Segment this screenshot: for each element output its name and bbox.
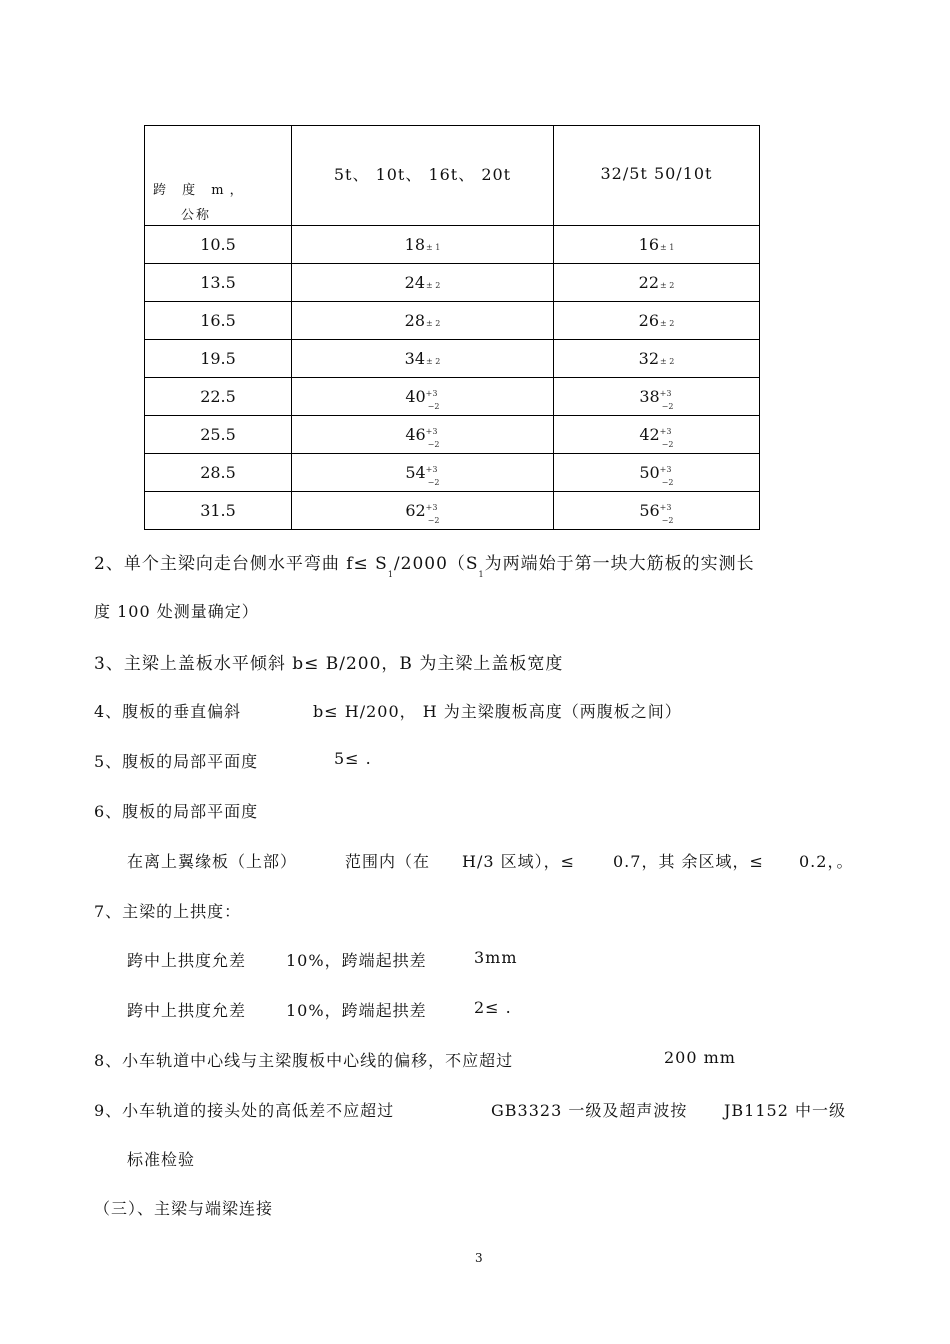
span-cell: 22.5 [145,378,292,416]
span-cell: 16.5 [145,302,292,340]
item-6-a: 在离上翼缘板（上部） [127,852,298,871]
tolerance: ± 2 [426,357,441,366]
tolerance: +3 −2 [659,503,674,525]
item-7: 7、主梁的上拱度： [94,902,242,921]
camber-cell-light: 54 +3 −2 [292,454,554,492]
item-5-value: 5≤ . [334,749,372,768]
table-row [145,416,760,454]
span-cell: 25.5 [145,416,292,454]
item-5-label: 5、腹板的局部平面度 [94,752,259,771]
item-3: 3、主梁上盖板水平倾斜 b≤ B/200，B 为主梁上盖板宽度 [94,654,564,674]
camber-cell-light: 18± 1 [292,226,554,264]
camber-cell-light: 28± 2 [292,302,554,340]
header-cell-heavy: 32/5t 50/10t [554,126,760,226]
item-9-d: 标准检验 [127,1150,196,1169]
item-4-label: 4、腹板的垂直偏斜 [94,702,242,721]
table-body [145,226,760,530]
span-cell: 28.5 [145,454,292,492]
table-row [145,454,760,492]
tolerance: ± 1 [426,243,441,252]
camber-cell-light: 40 +3 −2 [292,378,554,416]
table-row [145,340,760,378]
span-cell: 10.5 [145,226,292,264]
item-4-formula: b≤ H/200， H 为主梁腹板高度（两腹板之间） [313,702,682,721]
table-row [145,302,760,340]
camber-cell-light: 34± 2 [292,340,554,378]
item-6-e: 0.2，。 [799,852,854,871]
item-7-b: 10%，跨端起拱差 [286,951,427,970]
span-cell: 19.5 [145,340,292,378]
item-9-b: GB3323 一级及超声波按 [491,1101,688,1120]
camber-cell-heavy: 32± 2 [554,340,760,378]
table-row [145,264,760,302]
item-6-b: 范围内（在 [345,852,431,871]
header-span-label-2: 公称 [181,208,212,223]
camber-cell-light: 46 +3 −2 [292,416,554,454]
tolerance: +3 −2 [425,427,440,449]
tolerance: +3 −2 [659,465,674,487]
header-cell-span [145,126,292,226]
item-8: 8、小车轨道中心线与主梁腹板中心线的偏移，不应超过 [94,1051,514,1070]
item-8-value: 200 mm [664,1048,736,1067]
tolerance: ± 1 [660,243,675,252]
tolerance: ± 2 [660,281,675,290]
span-cell: 31.5 [145,492,292,530]
camber-cell-heavy: 26± 2 [554,302,760,340]
item-6: 6、腹板的局部平面度 [94,802,259,821]
item-6-d: 0.7，其 余区域，≤ [613,852,764,871]
item-9-c: JB1152 中一级 [724,1101,846,1120]
item-7-c: 3mm [474,948,518,967]
tolerance: ± 2 [426,281,441,290]
camber-spec-table [144,125,760,530]
camber-cell-heavy: 50 +3 −2 [554,454,760,492]
item-7-e: 10%，跨端起拱差 [286,1001,427,1020]
camber-cell-heavy: 56 +3 −2 [554,492,760,530]
camber-cell-heavy: 38 +3 −2 [554,378,760,416]
camber-cell-heavy: 16± 1 [554,226,760,264]
item-7-d: 跨中上拱度允差 [127,1001,247,1020]
item-7-f: 2≤ . [474,998,512,1017]
item-9: 9、小车轨道的接头处的高低差不应超过 [94,1101,395,1120]
span-cell: 13.5 [145,264,292,302]
item-7-a: 跨中上拱度允差 [127,951,247,970]
tolerance: +3 −2 [659,389,674,411]
camber-cell-light: 62 +3 −2 [292,492,554,530]
camber-cell-heavy: 42 +3 −2 [554,416,760,454]
item-2: 2、单个主梁向走台侧水平弯曲 $f\le S_1/2000(S_1$为两端始于第一块大筋板的实测长 [94,554,755,579]
table-header-row [145,126,760,226]
tolerance: +3 −2 [425,465,440,487]
tolerance: ± 2 [426,319,441,328]
item-2-cont: 度 100 处测量确定） [94,602,259,621]
table-row [145,226,760,264]
tolerance: ± 2 [660,319,675,328]
tolerance: +3 −2 [425,389,440,411]
table-row [145,492,760,530]
table-row [145,378,760,416]
page-number: 3 [475,1251,483,1265]
section-heading: （三）、主梁与端梁连接 [94,1199,274,1218]
camber-cell-heavy: 22± 2 [554,264,760,302]
header-cell-light: 5t、 10t、 16t、 20t [292,126,554,226]
tolerance: +3 −2 [659,427,674,449]
item-6-c: H/3 区域），≤ [462,852,576,871]
tolerance: ± 2 [660,357,675,366]
tolerance: +3 −2 [425,503,440,525]
camber-cell-light: 24± 2 [292,264,554,302]
header-span-label: 跨 度 m， [153,183,249,198]
